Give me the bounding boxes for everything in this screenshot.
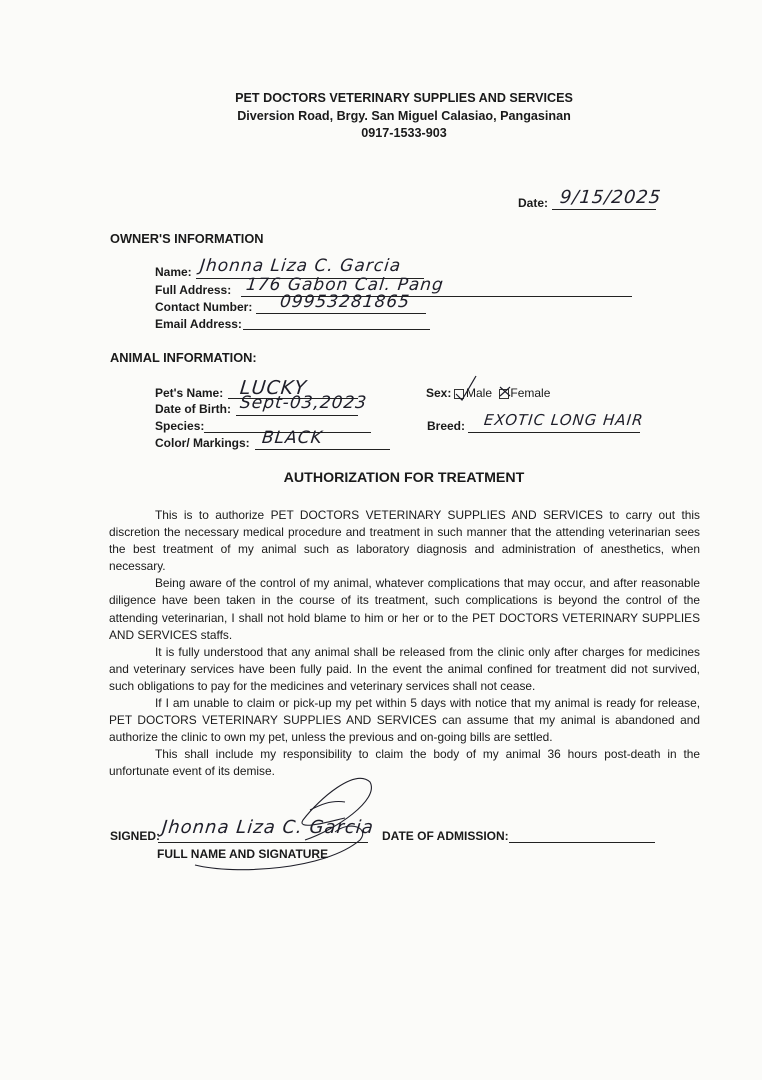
company-phone: 0917-1533-903 (361, 126, 447, 140)
dob-line (236, 415, 358, 416)
sex-label: Sex: (426, 386, 452, 400)
color-value: BLACK (260, 428, 324, 448)
owner-email-line (243, 329, 430, 330)
owner-name-label: Name: (155, 265, 192, 279)
date-value: 9/15/2025 (558, 187, 663, 208)
admission-line (509, 842, 655, 843)
admission-label: DATE OF ADMISSION: (382, 829, 509, 843)
company-address: Diversion Road, Brgy. San Miguel Calasiao, Pangasinan (237, 108, 571, 123)
authorization-paragraph: This shall include my responsibility to claim the body of my animal 36 hours post-death in the unfortunate event of its demise. (109, 747, 700, 779)
sex-checkmark-scribble (452, 372, 522, 402)
authorization-body (109, 507, 700, 781)
owner-address-value: 176 Gabon Cal. Pang (244, 275, 445, 295)
date-label: Date: (518, 196, 549, 210)
date-line (552, 209, 656, 210)
owner-contact-value: 09953281865 (278, 292, 412, 312)
signature-scribble (185, 770, 385, 880)
owner-address-label: Full Address: (155, 283, 232, 297)
color-label: Color/ Markings: (155, 436, 250, 450)
owner-email-label: Email Address: (155, 317, 242, 331)
sex-male-label: Male (466, 386, 493, 400)
dob-label: Date of Birth: (155, 402, 231, 416)
dob-value: Sept-03,2023 (238, 393, 369, 413)
sex-female-label: Female (510, 386, 551, 400)
pet-name-label: Pet's Name: (155, 386, 224, 400)
color-line (255, 449, 390, 450)
full-name-label: FULL NAME AND SIGNATURE (157, 847, 329, 861)
signed-label: SIGNED: (110, 829, 161, 843)
breed-value: EXOTIC LONG HAIR (483, 411, 645, 429)
signed-value: Jhonna Liza C. Garcia (160, 817, 375, 838)
authorization-paragraph: Being aware of the control of my animal, whatever complications that may occur, and after reasonable diligence have been taken in the course of its treatment, such complications is beyond the control of the attending veterinarian, I shall not hold blame to him or her or to the PET DOCTORS VETERINARY SUPPLIES AND SERVICES staffs. (109, 576, 700, 642)
owner-contact-label: Contact Number: (155, 300, 253, 314)
form-header (0, 90, 762, 143)
animal-section-heading: ANIMAL INFORMATION: (110, 350, 257, 365)
pet-name-value: LUCKY (238, 377, 308, 399)
authorization-paragraph: If I am unable to claim or pick-up my pet within 5 days with notice that my animal is ready for release, PET DOCTORS VETERINARY SUPPLIES AND SERVICES can assume that my animal is abandoned and authorize the clinic to own my pet, unless the previous and on-going bills are settled. (109, 696, 700, 745)
authorization-title: AUTHORIZATION FOR TREATMENT (283, 470, 525, 486)
owner-name-value: Jhonna Liza C. Garcia (198, 256, 403, 276)
authorization-paragraph: It is fully understood that any animal shall be released from the clinic only after charges for medicines and veterinary services have been fully paid. In the event the animal confined for treatment did not survived, such obligations to pay for the medicines and veterinary services shall not cease. (109, 644, 700, 693)
breed-line (468, 432, 640, 433)
authorization-paragraph: This is to authorize PET DOCTORS VETERINARY SUPPLIES AND SERVICES to carry out this discretion the necessary medical procedure and treatment in such manner that the attending veterinarian sees the best treatment of my animal such as laboratory diagnosis and administration of anesthetics, when necessary. (109, 508, 700, 574)
breed-label: Breed: (427, 419, 466, 433)
species-label: Species: (155, 419, 205, 433)
owner-section-heading: OWNER'S INFORMATION (110, 231, 264, 246)
owner-contact-line (256, 313, 426, 314)
company-name: PET DOCTORS VETERINARY SUPPLIES AND SERVICES (235, 91, 573, 105)
